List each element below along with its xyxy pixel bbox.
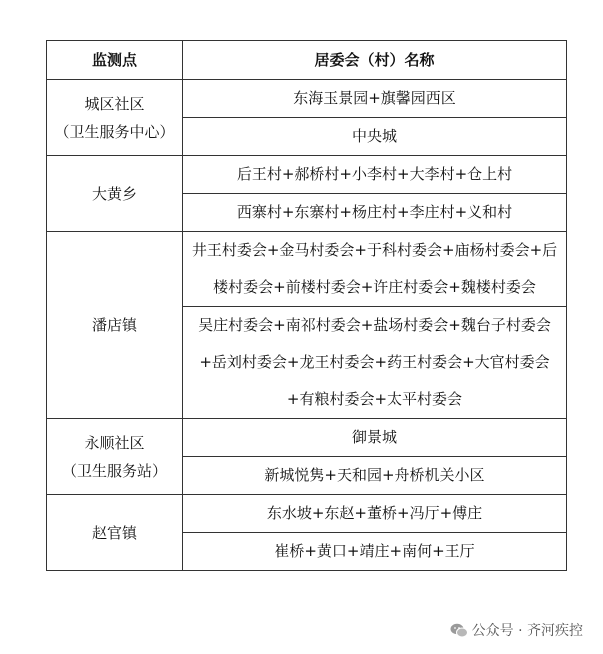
table-row — [47, 80, 567, 118]
committee-cell: 井王村委会+金马村委会+于科村委会+庙杨村委会+后楼村委会+前楼村委会+许庄村委会+魏楼村委会 — [183, 232, 567, 307]
header-committee: 居委会（村）名称 — [183, 41, 567, 80]
site-cell — [47, 495, 183, 571]
table-row — [47, 156, 567, 194]
site-cell — [47, 232, 183, 419]
site-name: 赵官镇 — [91, 523, 137, 542]
table-row — [47, 419, 567, 457]
committee-cell: 崔桥+黄口+靖庄+南何+王厅 — [183, 533, 567, 571]
site-cell — [47, 419, 183, 495]
header-site: 监测点 — [47, 41, 183, 80]
site-name: 大黄乡 — [91, 184, 137, 203]
site-cell — [47, 156, 183, 232]
committee-cell: 后王村+郝桥村+小李村+大李村+仓上村 — [183, 156, 567, 194]
table-row — [47, 495, 567, 533]
header-row — [47, 41, 567, 80]
monitoring-table — [46, 40, 567, 571]
committee-cell: 西寨村+东寨村+杨庄村+李庄村+义和村 — [183, 194, 567, 232]
site-cell — [47, 80, 183, 156]
watermark-text: 公众号 · 齐河疾控 — [471, 623, 583, 639]
committee-cell: 东水坡+东赵+董桥+冯厅+傅庄 — [183, 495, 567, 533]
committee-cell: 吴庄村委会+南祁村委会+盐场村委会+魏台子村委会+岳刘村委会+龙王村委会+药王村委会+大官村委会+有粮村委会+太平村委会 — [183, 307, 567, 419]
watermark — [450, 620, 583, 640]
site-name: 城区社区 — [84, 94, 145, 113]
site-name: 潘店镇 — [91, 316, 137, 334]
committee-cell: 中央城 — [183, 118, 567, 156]
site-name: 永顺社区 — [84, 433, 145, 452]
site-subtitle: （卫生服务中心） — [54, 122, 175, 141]
committee-cell: 御景城 — [183, 419, 567, 457]
table-row — [47, 232, 567, 307]
site-subtitle: （卫生服务站） — [61, 461, 167, 480]
wechat-icon — [450, 623, 468, 638]
committee-cell: 东海玉景园+旗馨园西区 — [183, 80, 567, 118]
committee-cell: 新城悦隽+天和园+舟桥机关小区 — [183, 457, 567, 495]
